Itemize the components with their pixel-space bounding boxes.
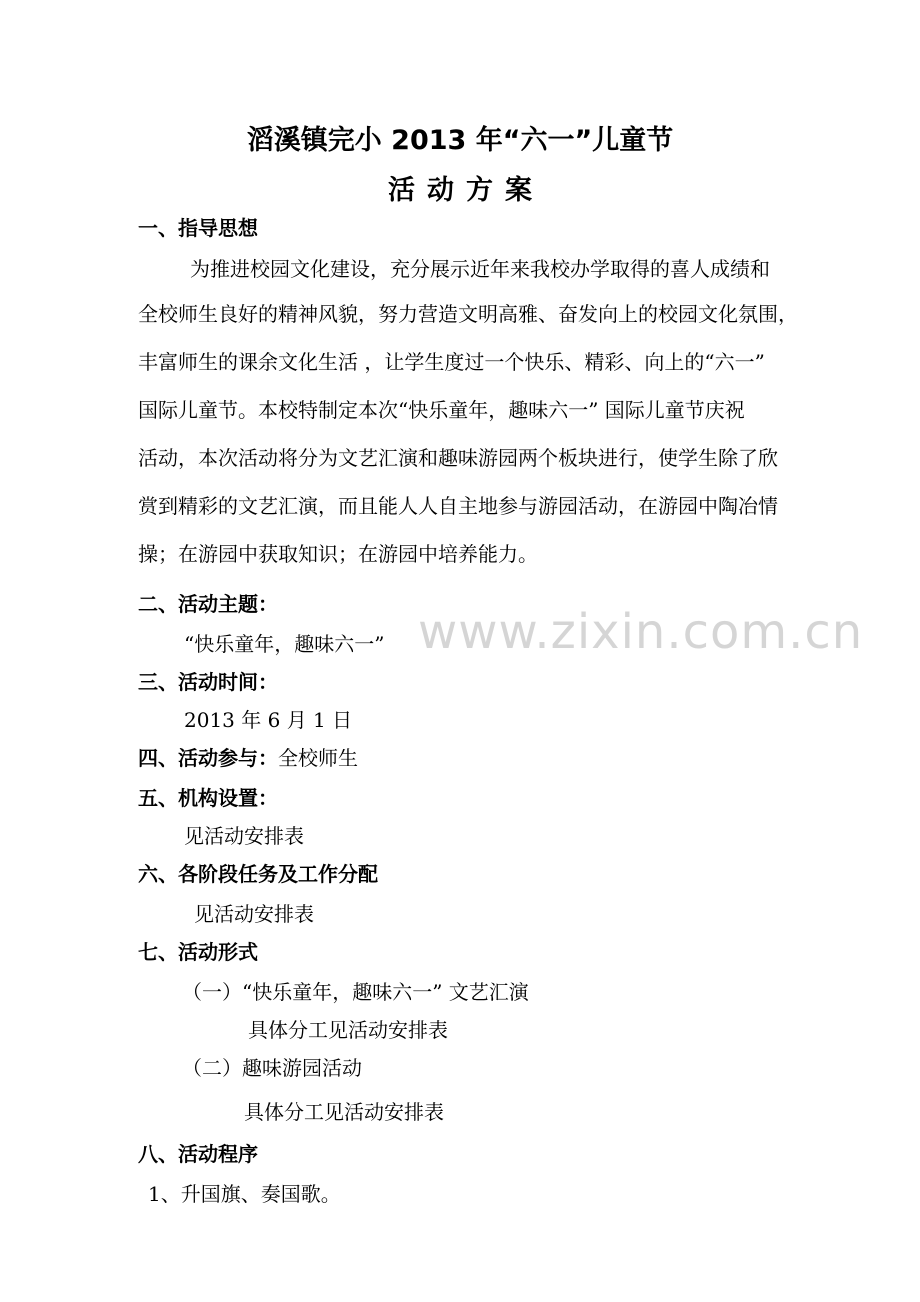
participants-content: 全校师生 <box>278 746 358 770</box>
section-heading-time: 三、活动时间： <box>138 670 278 694</box>
section-heading-format: 七、活动形式 <box>138 940 258 964</box>
section-heading-theme: 二、活动主题： <box>138 592 278 616</box>
document-subtitle: 活动方案 <box>388 175 544 206</box>
watermark: www.zixin.com.cn <box>418 604 864 660</box>
procedure-item-1: 1、升国旗、奏国歌。 <box>148 1182 341 1206</box>
participants-label: 四、活动参与： <box>138 746 278 770</box>
format-item-2-detail: 具体分工见活动安排表 <box>244 1100 444 1124</box>
section-heading-organization: 五、机构设置： <box>138 786 278 810</box>
paragraph-line: 活动，本次活动将分为文艺汇演和趣味游园两个板块进行，使学生除了欣 <box>138 446 778 470</box>
paragraph-line: 赏到精彩的文艺汇演，而且能人人自主地参与游园活动，在游园中陶冶情 <box>138 494 778 518</box>
tasks-content: 见活动安排表 <box>194 902 314 926</box>
time-content: 2013 年 6 月 1 日 <box>184 708 353 732</box>
paragraph-line: 全校师生良好的精神风貌，努力营造文明高雅、奋发向上的校园文化氛围， <box>138 302 798 326</box>
section-heading-procedure: 八、活动程序 <box>138 1142 258 1166</box>
section-heading-tasks: 六、各阶段任务及工作分配 <box>138 862 378 886</box>
organization-content: 见活动安排表 <box>184 824 304 848</box>
section-heading-guiding-ideology: 一、指导思想 <box>138 216 258 240</box>
section-heading-participants <box>138 742 358 771</box>
paragraph-line: 丰富师生的课余文化生活 ，让学生度过一个快乐、精彩、向上的“六一” <box>138 350 765 374</box>
document-title: 滔溪镇完小 2013 年“六一”儿童节 <box>246 125 674 156</box>
format-item-2: （二）趣味游园活动 <box>182 1056 362 1080</box>
paragraph-line: 为推进校园文化建设，充分展示近年来我校办学取得的喜人成绩和 <box>190 257 770 281</box>
format-item-1: （一）“快乐童年，趣味六一” 文艺汇演 <box>182 980 529 1004</box>
paragraph-line: 国际儿童节。本校特制定本次“快乐童年，趣味六一” 国际儿童节庆祝 <box>138 398 745 422</box>
format-item-1-detail: 具体分工见活动安排表 <box>248 1018 448 1042</box>
theme-content: “快乐童年，趣味六一” <box>184 632 385 656</box>
paragraph-line: 操；在游园中获取知识；在游园中培养能力。 <box>138 542 538 566</box>
